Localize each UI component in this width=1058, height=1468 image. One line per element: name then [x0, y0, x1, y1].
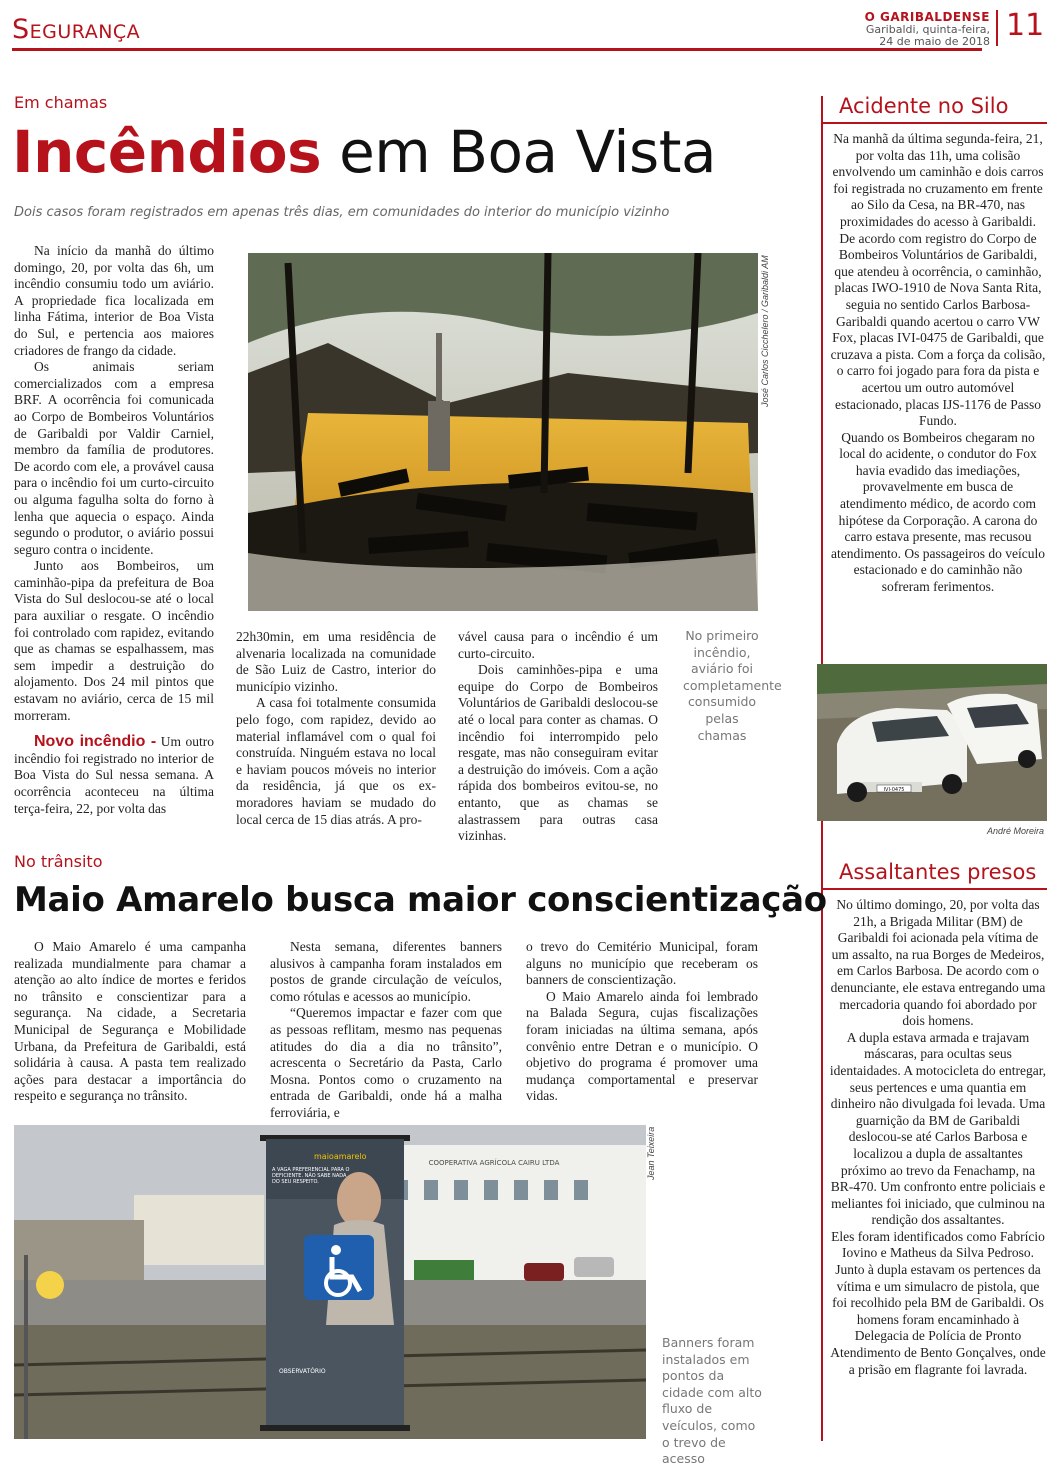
article-column-2 — [270, 939, 502, 1122]
paragraph: “Queremos impactar e fazer com que as pessoas reflitam, mesmo nas pequenas atitudes do dia a dia no trânsito”, acrescenta o Secretário da Pasta, Carlo Mosna. Pontos como o cruzamento na entrada de Garibaldi, onde há a malha ferroviária, e — [270, 1005, 502, 1120]
banner-title: maioamarelo — [314, 1152, 367, 1161]
paragraph: Eles foram identificados como Fabrício Iovino e Matheus da Silva Pedroso. Junto à dupla estavam os pertences da vítima e um simulacro de pistola, que foi recolhido pela BM de Garibaldi. Os homens foram encaminhado à Delegacia de Polícia de Pronto Atendimento de Bento Gonçalves, onde a prisão em flagrante foi lavrada. — [830, 1228, 1046, 1377]
header-rule — [12, 48, 982, 51]
headline-rest: em Boa Vista — [339, 118, 716, 186]
article-column-1 — [14, 939, 246, 1105]
paragraph: vável causa para o incêndio é um curto-circuito. — [458, 629, 658, 661]
sidebar-assaltantes-text — [829, 897, 1047, 1378]
sidebar-title-rule — [821, 888, 1047, 890]
banner-text: A VAGA PREFERENCIAL PARA O DEFICIENTE. NÃO SABE NADA DO SEU RESPEITO. — [272, 1167, 350, 1185]
dateline-weekday: Garibaldi, quinta-feira, — [865, 23, 990, 36]
paragraph: O Maio Amarelo ainda foi lembrado na Balada Segura, cujas fiscalizações foram iniciadas na última semana, após convênio entre Detran e o município. O objetivo do programa é promover uma mudança comportamental e preservar vidas. — [526, 988, 758, 1104]
article-headline — [12, 118, 716, 186]
paragraph: Dois caminhões-pipa e uma equipe do Corpo de Bombeiros Voluntários de Garibaldi deslocou-se até o local para conter as chamas. O incêndio foi interrompido pelo resgate, mas não conseguiram evitar a destruição do imóveis. Com a ação rápida dos bombeiros evitou-se, no entanto, que as chamas se alastrassem para outras casa vizinhas. — [458, 662, 658, 844]
paragraph: Na início da manhã do último domingo, 20, por volta das 6h, um incêndio consumiu todo um aviário. A propriedade fica localizada em linha Fátima, interior de Boa Vista do Sul, e pertencia aos maiores criadores de frango da cidade. — [14, 243, 214, 358]
photo-caption: No primeiro incêndio, aviário foi completamente consumido pelas chamas — [683, 628, 782, 743]
photo-caption: Banners foram instalados em pontos da cidade com alto fluxo de veículos, como o trevo de acesso — [662, 1335, 762, 1467]
paragraph: o trevo do Cemitério Municipal, foram alguns no município que receberam os banners de conscientização. — [526, 939, 758, 988]
subtitle-new-fire: Novo incêndio - — [34, 733, 157, 751]
section-title: Segurança — [12, 14, 141, 45]
fire-photo — [248, 253, 758, 611]
sidebar-title-rule — [821, 122, 1047, 124]
photo-credit: Jean Teixeira — [646, 1127, 656, 1181]
fire-photo-illustration — [248, 253, 758, 611]
paragraph: Na manhã da última segunda-feira, 21, por volta das 11h, uma colisão envolvendo um caminhão e dois carros foi registrada no cruzamento em frente ao Silo da Cesa, na BR-470, nas proximidades do acesso à Garibaldi. — [832, 131, 1044, 229]
article-kicker: Em chamas — [14, 93, 108, 112]
paragraph — [14, 734, 214, 817]
article-kicker: No trânsito — [14, 852, 103, 871]
sidebar-title-assaltantes: Assaltantes presos — [839, 860, 1037, 884]
paragraph: No último domingo, 20, por volta das 21h, a Brigada Militar (BM) de Garibaldi foi acionada pela vítima de um assalto, na rua Borges de Medeiros, em Carlos Barbosa. De acordo com o denunciante, ele estava entregando uma mercadoria quando foi abordado por dois homens. — [830, 897, 1046, 1029]
photo-credit: José Carlos Cicchelero / Garibaldi AM — [760, 255, 770, 407]
building-sign: COOPERATIVA AGRÍCOLA CAIRU LTDA — [428, 1159, 560, 1167]
paragraph: Nesta semana, diferentes banners alusivos à campanha foram instalados em postos de grande circulação de veículos, como rótulas e acessos ao município. — [270, 939, 502, 1004]
article-column-3 — [526, 939, 758, 1105]
article-column-1 — [14, 243, 214, 817]
paragraph: A dupla estava armada e trajavam máscaras, para ocultas seus identaidades. A motocicleta do entregar, seus pertences e uma quantia em dinheiro não divulgada foi levada. Uma guarnição da BM de Garibaldi deslocou-se até Carlos Barbosa e localizou a dupla de assaltantes próximo ao trevo da Fenachamp, na BR-470. Um confronto entre policiais e meliantes foi iniciado, que culminou na rendição dos assaltantes. — [829, 1029, 1047, 1228]
banner-photo — [14, 1125, 646, 1439]
sidebar-title-silo: Acidente no Silo — [839, 94, 1009, 118]
paragraph: 22h30min, em uma residência de alvenaria localizada na comunidade de São Luiz de Castro, interior do município vizinho. — [236, 629, 436, 694]
accident-photo-illustration — [817, 664, 1047, 821]
paragraph: A casa foi totalmente consumida pelo fogo, com rapidez, devido ao material inflamável com o qual foi construída. Ninguém estava no local e haviam poucos móveis no interior da residência, já que os ex-moradores haviam se mudado do local cerca de 15 dias atrás. A pro- — [236, 695, 436, 827]
paragraph: Junto aos Bombeiros, um caminhão-pipa da prefeitura de Boa Vista do Sul deslocou-se até o local para auxiliar o resgate. O incêndio foi controlado com rapidez, evitando que as chamas se espalhassem, mas sem impedir a destruição do alojamento. Dos 24 mil pintos que estavam no aviário, cerca de 15 mil morreram. — [14, 558, 214, 723]
page-number: 11 — [1006, 8, 1045, 43]
article-column-3 — [458, 629, 658, 845]
banner-footer: OBSERVATÓRIO — [279, 1368, 326, 1375]
paragraph-text: Um outro incêndio foi registrado no interior de Boa Vista do Sul nessa semana. A ocorrência aconteceu na última terça-feira, 22, por volta das — [14, 734, 214, 816]
article-subhead: Dois casos foram registrados em apenas três dias, em comunidades do interior do município vizinho — [14, 205, 670, 220]
license-plate: IVI-0475 — [883, 787, 905, 793]
headline-red-word: Incêndios — [12, 118, 322, 186]
accident-photo — [817, 664, 1047, 821]
dateline-date: 24 de maio de 2018 — [879, 35, 990, 48]
article-column-2 — [236, 629, 436, 828]
paragraph: O Maio Amarelo é uma campanha realizada mundialmente para chamar a atenção ao alto índice de mortes e feridos no trânsito e conscientizar para a segurança. Na cidade, a Secretaria Municipal de Segurança e Mobilidade Urbana, da Prefeitura de Garibaldi, está solidária à causa. A pasta tem realizado ações para destacar a importância do respeito e segurança no trânsito. — [14, 939, 246, 1104]
paper-name: O GARIBALDENSE — [864, 10, 990, 24]
photo-credit: André Moreira — [986, 826, 1044, 836]
paragraph: Quando os Bombeiros chegaram no local do acidente, o condutor do Fox havia evadido das imediações, provavelmente em busca de atendimento médico, de acordo com hipótese da Corporação. A carona do carro estava presente, mas recusou atendimento. Os passageiros do veículo estacionado e do caminhão não sofreram ferimentos. — [830, 429, 1046, 595]
paragraph: Os animais seriam comercializados com a empresa BRF. A ocorrência foi comunicada ao Corpo de Bombeiros Voluntários de Garibaldi por Valdir Carniel, membro da família de produtores. De acordo com ele, a provável causa para o incêndio foi um curto-circuito ou alguma fagulha solta do forno à lenha que aquecia o espaço. Ainda segundo o produtor, o aviário possui seguro contra o incidente. — [14, 359, 214, 557]
paragraph: De acordo com registro do Corpo de Bombeiros Voluntários de Garibaldi, que atendeu à ocorrência, o caminhão, placas IWO-1910 de Nova Santa Rita, seguia no sentido Carlos Barbosa-Garibaldi quando acertou o carro VW Fox, placas IVI-0475 de Garibaldi, que cruzava a pista. Com a força da colisão, o carro foi jogado para fora da pista e acertou um outro automóvel estacionado, placas IJS-1176 de Passo Fundo. — [830, 230, 1046, 429]
header-divider — [996, 10, 998, 46]
banner-photo-illustration — [14, 1125, 646, 1439]
sidebar-silo-text — [829, 131, 1047, 596]
article-headline: Maio Amarelo busca maior conscientização — [14, 880, 827, 920]
dateline — [850, 24, 990, 48]
